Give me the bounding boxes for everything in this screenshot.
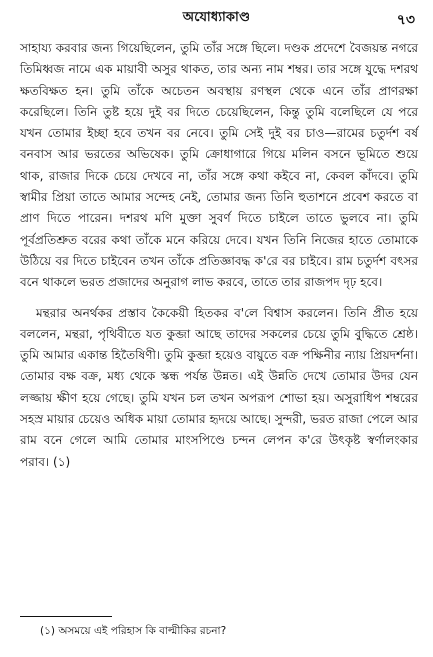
footnote-divider bbox=[20, 616, 112, 617]
paragraph: মন্থরার অনর্থকর প্রস্তাব কৈকেয়ী হিতকর ব'লে বিশ্বাস করলেন। তিনি প্রীত হয়ে বললেন, মন্থরা, পৃথিবীতে যত কুব্জা আছে তাদের সকলের চেয়ে তুমি বুদ্ধিতে শ্রেষ্ঠ। তুমি আমার একান্ত হিতৈষিণী। তুমি কুব্জা হয়েও বায়ুতে বক্র পক্ষিনীর ন্যায় প্রিয়দর্শনা। তোমার বক্ষ বক্র, মধ্য থেকে স্কন্ধ পর্যন্ত উন্নত। এই উন্নতি দেখে তোমার উদর যেন লজ্জায় ক্ষীণ হয়ে গেছে। তুমি যখন চল তখন অপরূপ শোভা হয়। অসুরাধিপ শম্বরের সহস্র মায়ার চেয়েও অধিক মায়া তোমার হৃদয়ে আছে। সুন্দরী, ভরত রাজা পেলে আর রাম বনে গেলে আমি তোমার মাংসপিণ্ডে চন্দন লেপন ক'রে উৎকৃষ্ট স্বর্ণালংকার পরাব। (১) bbox=[20, 305, 418, 469]
page-header bbox=[0, 8, 433, 28]
chapter-title: অযোধ্যাকাণ্ড bbox=[182, 10, 251, 25]
paragraph: সাহায্য করবার জন্য গিয়েছিলেন, তুমি তাঁর সঙ্গে ছিলে। দণ্ডক প্রদেশে বৈজয়ন্ত নগরে তিমিধ্বজ নামে এক মায়াবী অসুর থাকত, তার অন্য নাম শম্বর। তার সঙ্গে যুদ্ধে দশরথ ক্ষতবিক্ষত হন। তুমি তাঁকে অচেতন অবস্থায় রণস্থল থেকে এনে তাঁর প্রাণরক্ষা করেছিলে। তিনি তুষ্ট হয়ে দুই বর দিতে চেয়েছিলেন, কিন্তু তুমি বলেছিলে যে পরে যখন তোমার ইচ্ছা হবে তখন বর নেবে। তুমি সেই দুই বর চাও—রামের চতুর্দশ বর্ষ বনবাস আর ভরতের অভিষেক। তুমি ক্রোধাগারে গিয়ে মলিন বসনে ভূমিতে শুয়ে থাক, রাজার দিকে চেয়ে দেখবে না, তাঁর সঙ্গে কথা কইবে না, কেবল কাঁদবে। তুমি স্বামীর প্রিয়া তাতে আমার সন্দেহ নেই, তোমার জন্য তিনি হুতাশনে প্রবেশ করতে বা প্রাণ দিতে পারেন। দশরথ মণি মুক্তা সুবর্ণ দিতে চাইলে তাতে ভুলবে না। তুমি পূর্বপ্রতিশ্রুত বরের কথা তাঁকে মনে করিয়ে দেবে। যখন তিনি নিজের হাতে তোমাকে উঠিয়ে বর দিতে চাইবেন তখন তাঁকে প্রতিজ্ঞাবদ্ধ ক'রে বর চাইবে। রাম চতুর্দশ বৎসর বনে থাকলে ভরত প্রজাদের অনুরাগ লাভ করবে, তাতে তার রাজপদ দৃঢ় হবে। bbox=[20, 41, 418, 290]
footnote: (১) অসময়ে এই পরিহাস কি বাল্মীকির রচনা? bbox=[40, 625, 227, 637]
page-number: ৭৩ bbox=[396, 12, 415, 28]
body-text bbox=[20, 38, 418, 473]
